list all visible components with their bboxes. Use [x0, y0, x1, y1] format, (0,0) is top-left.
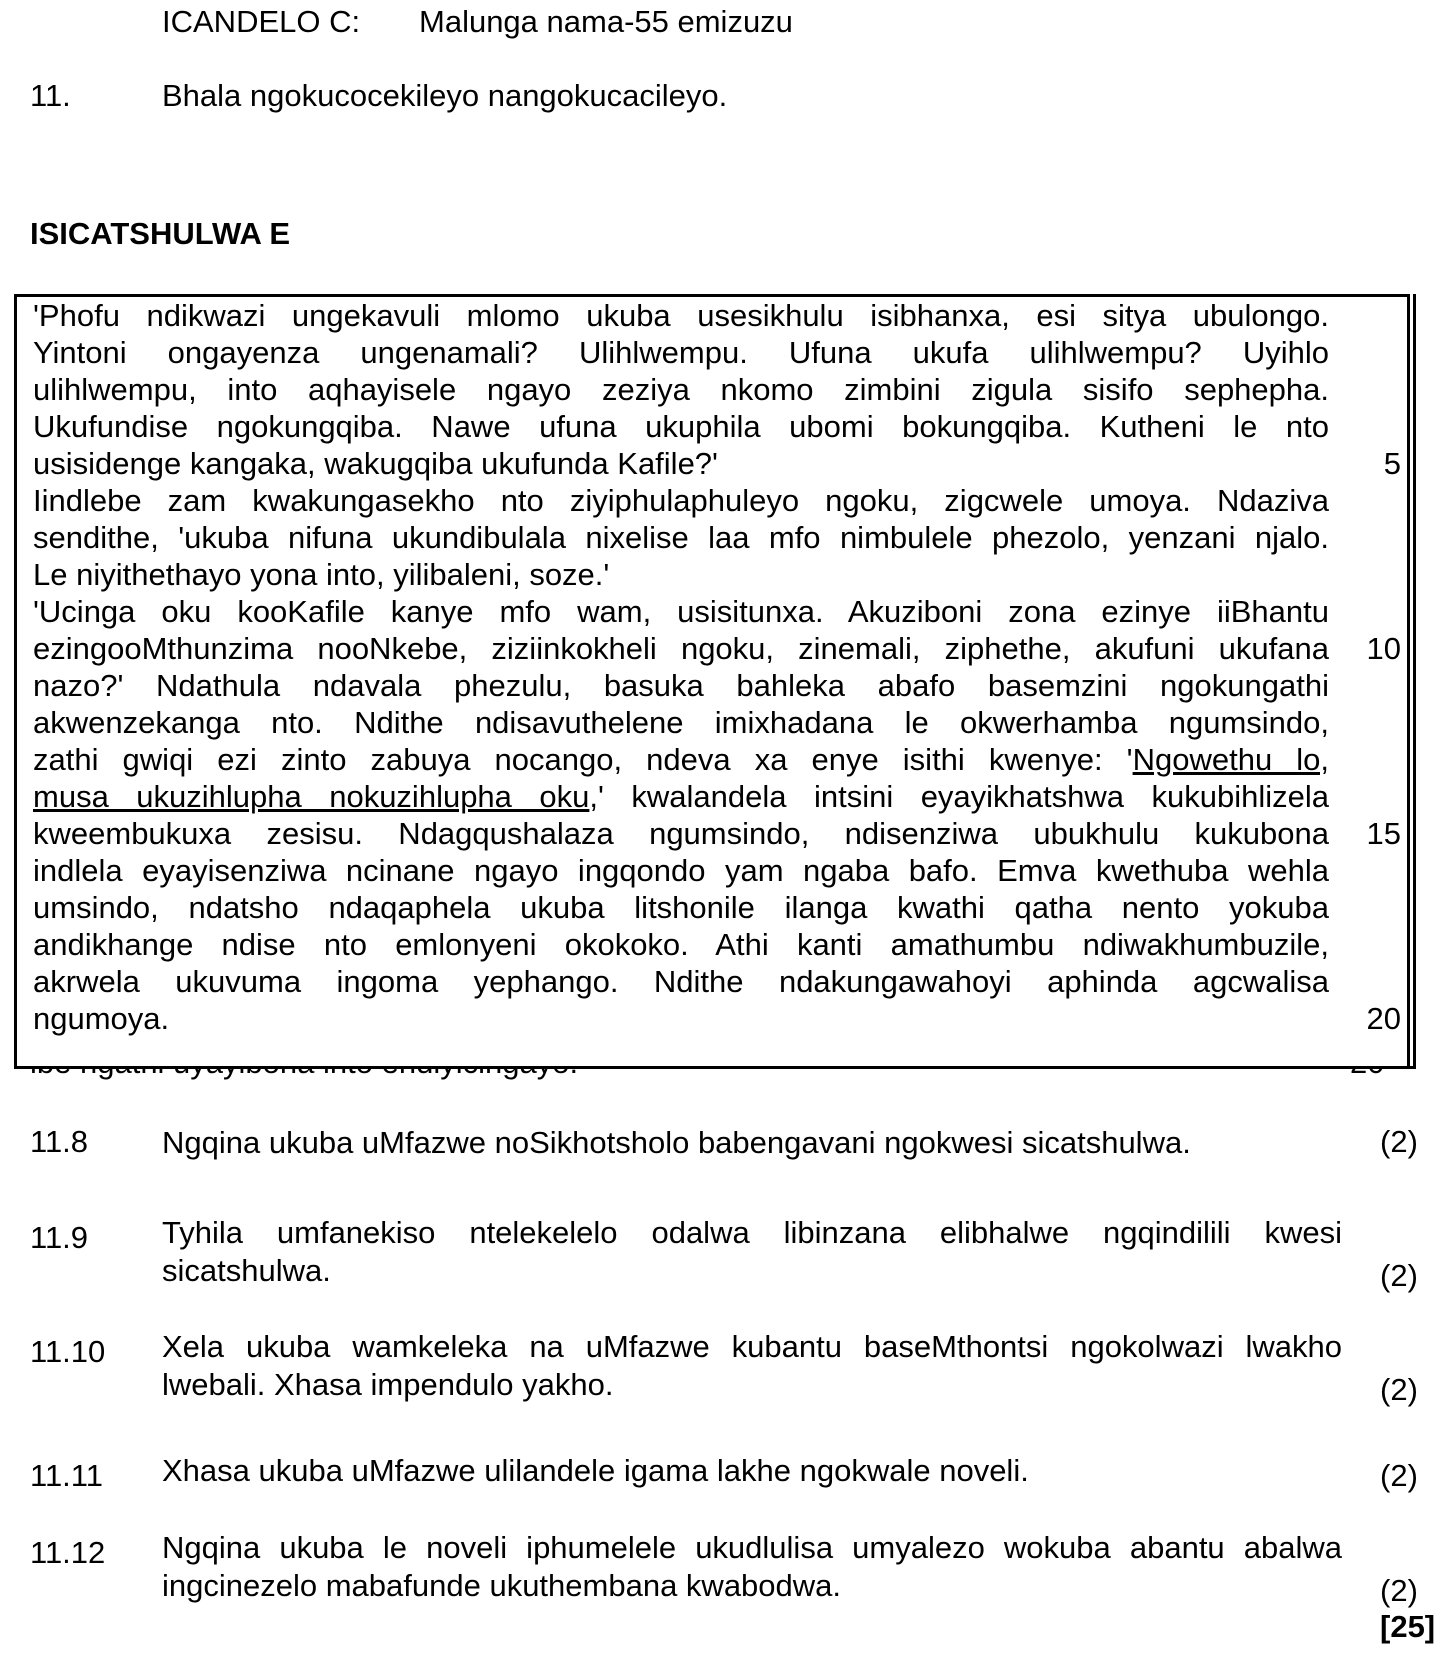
- question-text: Ngqina ukuba le noveli iphumelele ukudlulisa umyalezo wokuba abantu abalwa ingcinezelo mabafunde ukuthembana kwabodwa.: [162, 1530, 1342, 1603]
- extract-heading: ISICATSHULWA E: [30, 216, 291, 251]
- passage-line: kweembukuxa zesisu. Ndagqushalaza ngumsindo, ndisenziwa ubukhulu kukubona: [33, 816, 1329, 851]
- line-number: 10: [1366, 631, 1401, 666]
- extract-passage: [14, 294, 1410, 1069]
- question-marks: (2): [1380, 1458, 1418, 1493]
- passage-line: Le niyithethayo yona into, yilibaleni, soze.': [33, 557, 610, 592]
- passage-line: sendithe, 'ukuba nifuna ukundibulala nixelise laa mfo nimbulele phezolo, yenzani njalo.: [33, 520, 1329, 555]
- underlined-phrase: musa ukuzihlupha nokuzihlupha oku: [33, 779, 590, 814]
- passage-line: Iindlebe zam kwakungasekho nto ziyiphulaphuleyo ngoku, zigcwele umoya. Ndaziva: [33, 483, 1329, 518]
- passage-line: Yintoni ongayenza ungenamali? Ulihlwempu. Ufuna ukufa ulihlwempu? Uyihlo: [33, 335, 1329, 370]
- underlined-phrase: Ngowethu lo,: [1132, 742, 1329, 777]
- question-marks: (2): [1380, 1258, 1418, 1293]
- passage-line: 'Ucinga oku kooKafile kanye mfo wam, usisitunxa. Akuziboni zona ezinye iiBhantu: [33, 594, 1329, 629]
- question-number: 11.10: [30, 1334, 106, 1369]
- question-instruction: Bhala ngokucocekileyo nangokucacileyo.: [162, 78, 728, 113]
- passage-line: umsindo, ndatsho ndaqaphela ukuba litshonile ilanga kwathi qatha nento yokuba: [33, 890, 1329, 925]
- passage-line: akrwela ukuvuma ingoma yephango. Ndithe ndakungawahoyi aphinda agcwalisa: [33, 964, 1329, 999]
- question-marks: (2): [1380, 1372, 1418, 1407]
- question-text: Tyhila umfanekiso ntelekelelo odalwa libinzana elibhalwe ngqindilili kwesi sicatshulwa.: [162, 1215, 1342, 1288]
- passage-line: indlela eyayisenziwa ncinane ngayo ingqondo yam ngaba bafo. Emva kwethuba wehla: [33, 853, 1329, 888]
- passage-line-mixed: musa ukuzihlupha nokuzihlupha oku,' kwalandela intsini eyayikhatshwa kukubihlizela: [33, 779, 1329, 814]
- passage-line: Ukufundise ngokungqiba. Nawe ufuna ukuphila ubomi bokungqiba. Kutheni le nto: [33, 409, 1329, 444]
- question-number: 11.: [30, 78, 71, 113]
- passage-line: 'Phofu ndikwazi ungekavuli mlomo ukuba usesikhulu isibhanxa, esi sitya ubulongo.: [33, 298, 1329, 333]
- section-label: ICANDELO C:: [162, 4, 361, 39]
- question-text: Xhasa ukuba uMfazwe ulilandele igama lakhe ngokwale noveli.: [162, 1453, 1029, 1488]
- question-text: Xela ukuba wamkeleka na uMfazwe kubantu baseMthontsi ngokolwazi lwakho lwebali. Xhasa impendulo yakho.: [162, 1329, 1342, 1402]
- question-number: 11.12: [30, 1535, 106, 1570]
- passage-line-mixed: zathi gwiqi ezi zinto zabuya nocango, ndeva xa enye isithi kwenye: 'Ngowethu lo,: [33, 742, 1329, 777]
- passage-line: ulihlwempu, into aqhayisele ngayo zeziya nkomo zimbini zigula sisifo sephepha.: [33, 372, 1329, 407]
- question-number: 11.11: [30, 1458, 103, 1493]
- question-text: Ngqina ukuba uMfazwe noSikhotsholo babengavani ngokwesi sicatshulwa.: [162, 1125, 1191, 1160]
- passage-line: andikhange ndise nto emlonyeni okokoko. Athi kanti amathumbu ndiwakhumbuzile,: [33, 927, 1329, 962]
- line-number: 5: [1383, 446, 1401, 481]
- passage-line: ezingooMthunzima nooNkebe, ziziinkokheli ngoku, zinemali, ziphethe, akufuni ukufana: [33, 631, 1329, 666]
- passage-line: ngumoya.: [33, 1001, 170, 1036]
- line-number: 15: [1366, 816, 1401, 851]
- passage-line: nazo?' Ndathula ndavala phezulu, basuka bahleka abafo basemzini ngokungathi: [33, 668, 1329, 703]
- question-marks: (2): [1380, 1124, 1418, 1159]
- question-number: 11.8: [30, 1124, 89, 1159]
- passage-line: usisidenge kangaka, wakugqiba ukufunda Kafile?': [33, 446, 718, 481]
- line-number: 20: [1366, 1001, 1401, 1036]
- question-marks: (2): [1380, 1573, 1418, 1608]
- total-marks: [25]: [1380, 1609, 1435, 1644]
- question-number: 11.9: [30, 1220, 89, 1255]
- section-title: Malunga nama-55 emizuzu: [419, 4, 793, 39]
- passage-line: akwenzekanga nto. Ndithe ndisavuthelene imixhadana le okwerhamba ngumsindo,: [33, 705, 1329, 740]
